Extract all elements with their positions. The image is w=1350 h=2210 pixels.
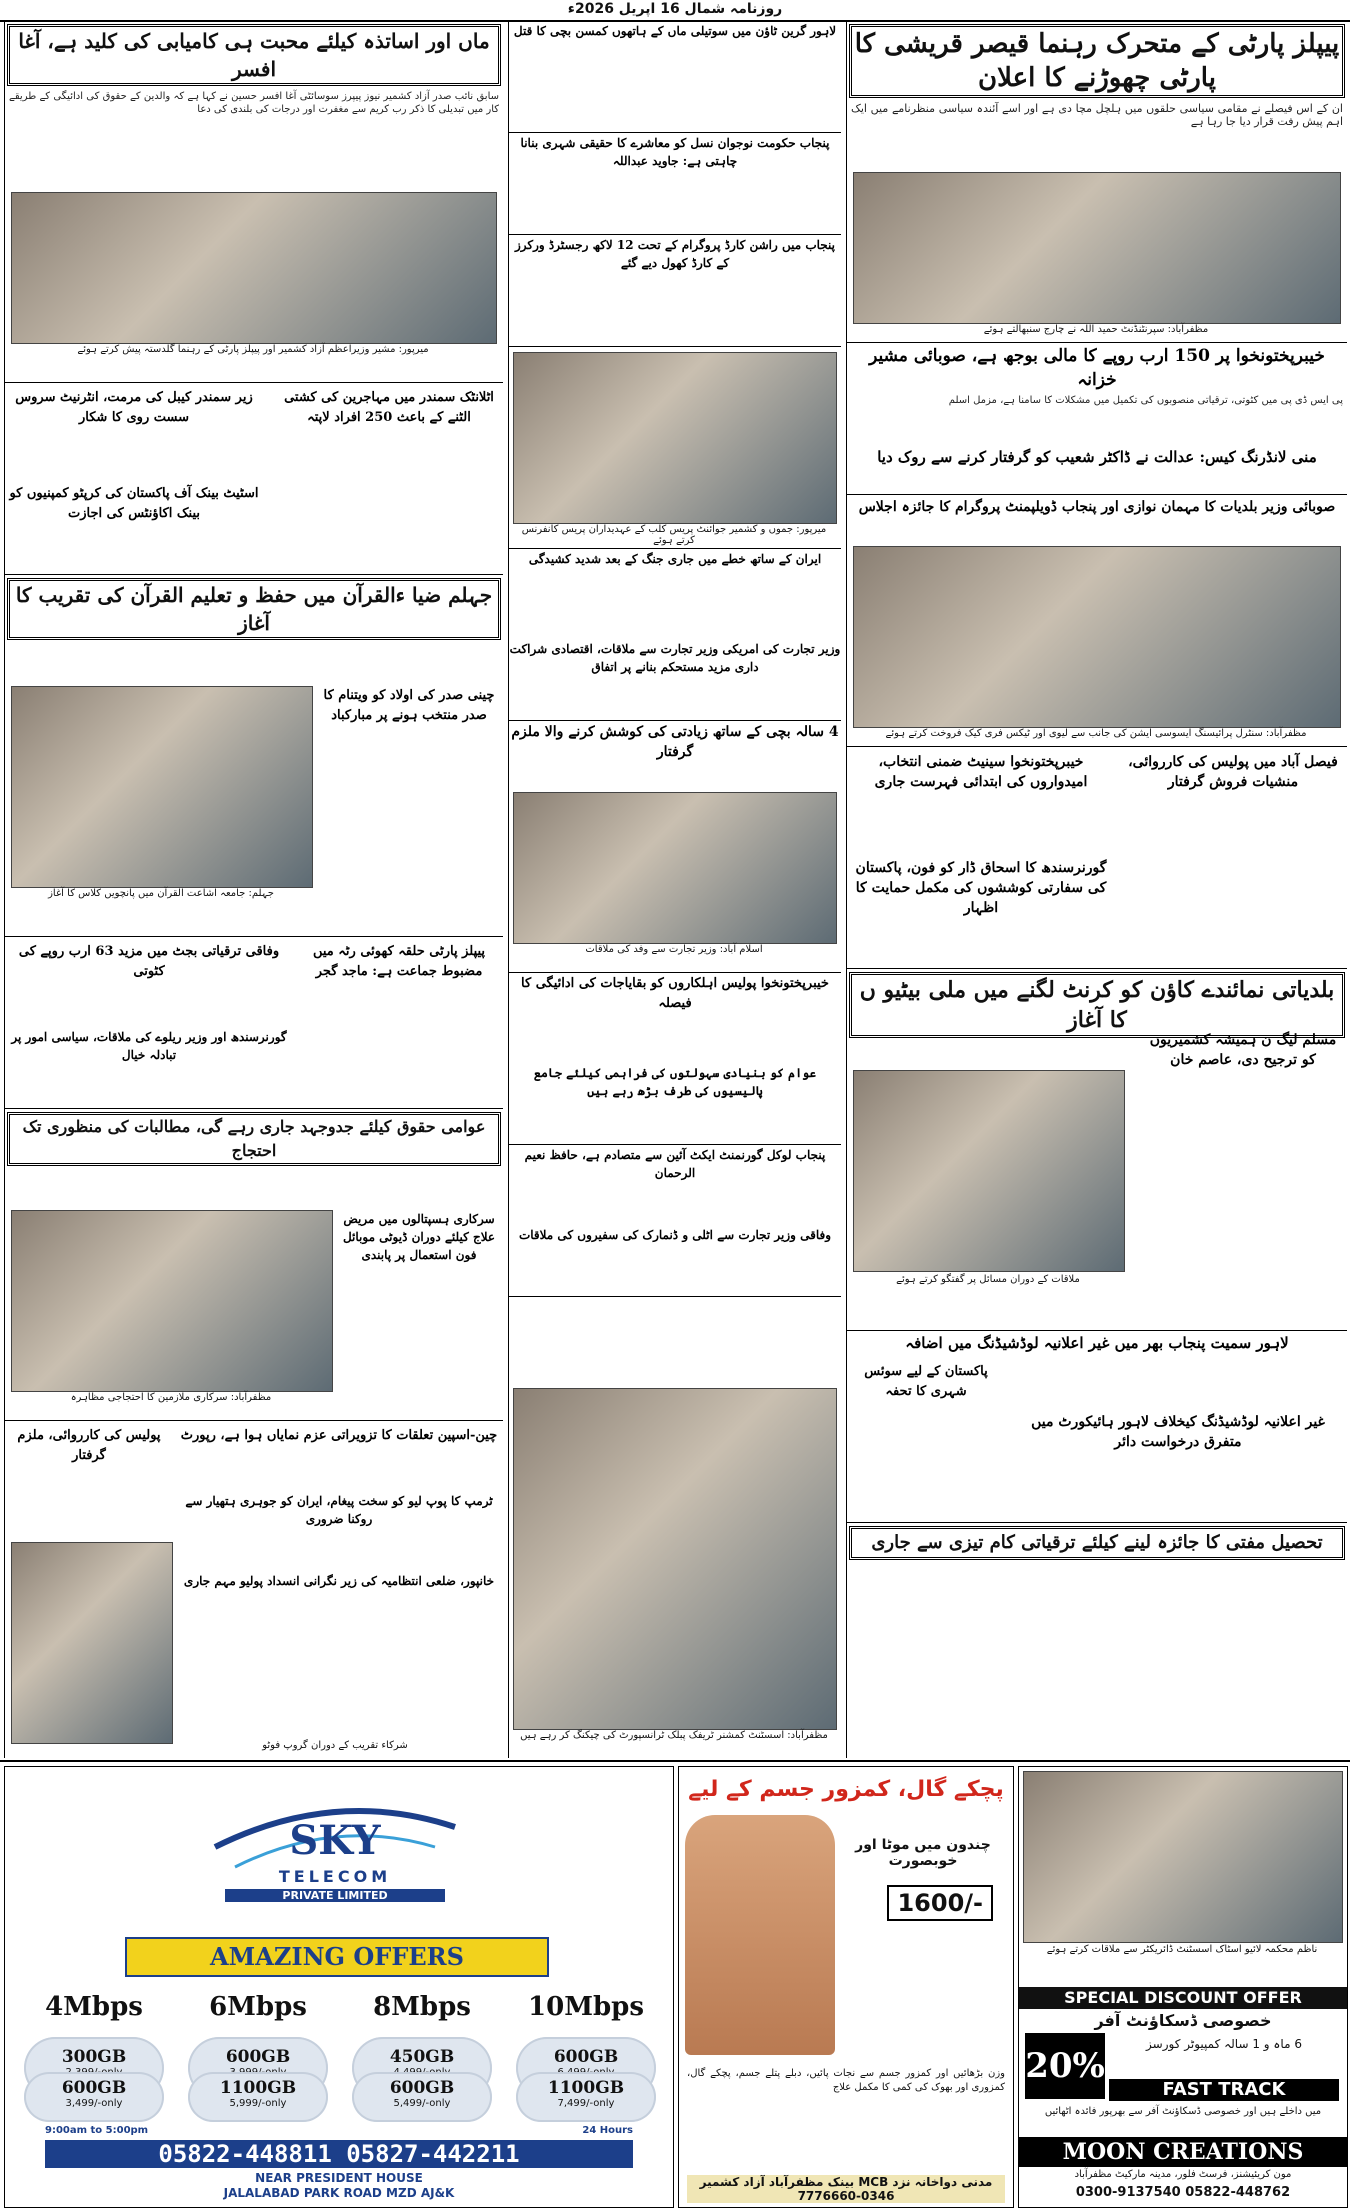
lead-photo xyxy=(853,172,1341,324)
medicine-ad xyxy=(678,1766,1014,2208)
mid-story4-headline: ایران کے ساتھ خطے میں جاری جنگ کے بعد شدید کشیدگی xyxy=(528,552,822,566)
moon-photo-caption: ناظم محکمہ لائیو اسٹاک اسسٹنٹ ڈائریکٹر سے ملاقات کرتے ہوئے xyxy=(1046,1944,1318,1955)
caption-3: ملاقات کے دوران مسائل پر گفتگو کرتے ہوئے xyxy=(853,1274,1123,1285)
package-speed: 4Mbps xyxy=(45,1992,143,2022)
plan-data: 600GB xyxy=(389,2078,455,2098)
fast-track-label: FAST TRACK xyxy=(1109,2079,1339,2101)
mid-story2-headline: پنجاب حکومت نوجوان نسل کو معاشرے کا حقیقی شہری بنانا چاہتی ہے: جاوید عبداللہ xyxy=(520,136,830,168)
lead-caption: مظفرآباد: سپرنٹنڈنٹ حمید اللہ نے چارج سنبھالتے ہوئے xyxy=(853,324,1339,335)
sky-address-line2: JALALABAD PARK ROAD MZD AJ&K xyxy=(223,2186,455,2200)
column-right xyxy=(846,22,1347,1758)
medicine-contact: مدنی دواخانہ نزد MCB بینک مظفرآباد آزاد کشمیر 0346-7776660 xyxy=(687,2175,1005,2203)
model-figure xyxy=(685,1815,835,2055)
left-story15-headline: خانپور، ضلعی انتظامیہ کی زیر نگرانی انسداد پولیو مہم جاری xyxy=(183,1574,495,1588)
story7-headline: گورنرسندھ کا اسحاق ڈار کو فون، پاکستان کی سفارتی کوششوں کی مکمل حمایت کا اظہار xyxy=(855,860,1107,916)
left-story14-headline: ٹرمپ کا پوپ لیو کو سخت پیغام، ایران کو جوہری ہتھیار سے روکنا ضروری xyxy=(185,1494,493,1526)
left-caption-1: میرپور: مشیر وزیراعظم آزاد کشمیر اور پیپلز پارٹی کے رہنما گلدستہ پیش کرتے ہوئے xyxy=(11,344,495,355)
moon-phone: 0300-9137540 05822-448762 xyxy=(1075,2185,1291,2200)
plan-price: 7,499/-only xyxy=(557,2098,615,2109)
left-story9-headline: گورنرسندھ اور وزیر ریلوے کی ملاقات، سیاسی امور پر تبادلہ خیال xyxy=(11,1030,287,1062)
sky-hours xyxy=(45,2125,633,2139)
mid-story5-headline: وزیر تجارت کی امریکی وزیر تجارت سے ملاقات، اقتصادی شراکت داری مزید مستحکم بنانے پر اتفاق xyxy=(509,642,841,674)
package-speed: 6Mbps xyxy=(209,1992,307,2022)
hours-office: 9:00am to 5:00pm xyxy=(45,2125,149,2136)
left-story5-photo xyxy=(11,686,313,888)
sky-address xyxy=(5,2171,673,2201)
plan-data: 450GB xyxy=(389,2047,455,2067)
column-left xyxy=(4,22,503,1758)
sky-address-line1: NEAR PRESIDENT HOUSE xyxy=(255,2171,423,2185)
medicine-title: پچکے گال، کمزور جسم کے لیے xyxy=(688,1777,1004,1802)
mid-story6-headline: 4 سالہ بچی کے ساتھ زیادتی کی کوشش کرنے والا ملزم گرفتار xyxy=(511,724,839,760)
plan-cloud xyxy=(516,2072,656,2122)
plan-data: 300GB xyxy=(61,2047,127,2067)
advertisements xyxy=(0,1760,1350,2210)
left-story2-headline: زیر سمندر کیبل کی مرمت، انٹرنیٹ سروس سست روی کا شکار xyxy=(15,390,253,425)
left-story8-headline: وفاقی ترقیاتی بجٹ میں مزید 63 ارب روپے کی کٹوتی xyxy=(18,944,280,979)
protest-photo xyxy=(11,1210,333,1392)
left-story1-headline: ماں اور اساتذہ کیلئے محبت ہی کامیابی کی کلید ہے، آغا افسر xyxy=(7,24,501,86)
story2-text: پی ایس ڈی پی میں کٹوتی، ترقیاتی منصوبوں کی تکمیل میں مشکلات کا سامنا ہے، مزمل اسلم xyxy=(948,395,1343,406)
press-club-photo xyxy=(513,352,837,524)
moon-creations-brand: MOON CREATIONS xyxy=(1019,2137,1347,2167)
story12-headline: پاکستان کے لیے سوئس شہری کا تحفہ xyxy=(864,1364,988,1399)
story5-headline: فیصل آباد میں پولیس کی کارروائی، منشیات فروش گرفتار xyxy=(1128,754,1338,790)
left-story3-headline: اٹلانٹک سمندر میں مہاجرین کی کشتی الٹنے کے باعث 250 افراد لاپتہ xyxy=(284,390,494,425)
story13-headline: تحصیل مفتی کا جائزہ لینے کیلئے ترقیاتی کام تیزی سے جاری xyxy=(849,1526,1345,1560)
amazing-offers-banner: AMAZING OFFERS xyxy=(125,1937,549,1977)
plan-cloud xyxy=(188,2072,328,2122)
story6-headline: خیبرپختونخوا سینیٹ ضمنی انتخاب، امیدواروں کی ابتدائی فہرست جاری xyxy=(874,754,1088,790)
left-story1-text: سابق نائب صدر آزاد کشمیر نیوز پیپرز سوسائٹی آغا افسر حسین نے کہا ہے کہ والدین کے حقوق کی ادائیگی کے طریقے کار میں تبدیلی کا ذکر رب کریم سے مغفرت اور درجات کی بلندی کی دعا xyxy=(9,91,499,115)
plan-price: 5,999/-only xyxy=(229,2098,287,2109)
package-speed: 10Mbps xyxy=(528,1992,644,2022)
story10-headline: لاہور سمیت پنجاب بھر میں غیر اعلانیہ لوڈشیڈنگ میں اضافہ xyxy=(905,1334,1289,1352)
special-discount-urdu: خصوصی ڈسکاؤنٹ آفر xyxy=(1094,2011,1272,2030)
story4-photo xyxy=(853,546,1341,728)
story3-headline: منی لانڈرنگ کیس: عدالت نے ڈاکٹر شعیب کو گرفتار کرنے سے روک دیا xyxy=(877,448,1317,466)
sky-telecom-ad xyxy=(4,1766,674,2208)
sky-brand-sub2: PRIVATE LIMITED xyxy=(225,1889,445,1902)
mid-story9-headline: پنجاب لوکل گورنمنٹ ایکٹ آئین سے متصادم ہے، حافظ نعیم الرحمان xyxy=(524,1148,826,1180)
plan-cloud xyxy=(352,2072,492,2122)
plan-cloud xyxy=(24,2072,164,2122)
plan-data: 1100GB xyxy=(219,2078,297,2098)
mid-story8-headline: عوام کو بنیادی سہولتوں کی فراہمی کیلئے جامع پالیسیوں کی طرف بڑھ رہے ہیں xyxy=(533,1066,817,1098)
special-discount-banner: SPECIAL DISCOUNT OFFER xyxy=(1019,1987,1347,2009)
transport-check-photo xyxy=(513,1388,837,1730)
course-offer: 6 ماہ و 1 سالہ کمپیوٹر کورسز xyxy=(1146,2037,1302,2051)
caption-2: مظفرآباد: سنٹرل پرائیسنگ ایسوسی ایشن کی جانب سے لیوی اور ٹیکس فری کیک فروخت کرتے ہوئے xyxy=(853,728,1339,739)
moon-info: میں داخلے ہیں اور خصوصی ڈسکاؤنٹ آفر سے بھرپور فائدہ اٹھائیں xyxy=(1044,2106,1322,2117)
commerce-meeting-photo xyxy=(513,792,837,944)
plan-data: 600GB xyxy=(225,2047,291,2067)
left-story11-headline: سرکاری ہسپتالوں میں مریض علاج کیلئے دوران ڈیوٹی موبائل فون استعمال پر پابندی xyxy=(342,1212,496,1262)
left-story4-headline: اسٹیٹ بینک آف پاکستان کی کرپٹو کمپنیوں کو بینک اکاؤنٹس کی اجازت xyxy=(9,486,259,521)
moon-address: مون کریئیشنز، فرسٹ فلور، مدینہ مارکیٹ مظفرآباد xyxy=(1074,2169,1292,2180)
story9-headline: مسلم لیگ ن ہمیشہ کشمیریوں کو ترجیح دی، عاصم خان xyxy=(1149,1032,1337,1068)
sky-brand-sub: TELECOM xyxy=(278,1867,392,1886)
medicine-description: وزن بڑھائیں اور کمزور جسم سے نجات پائیں، دبلے پتلے جسم، پچکے گال، کمزوری اور بھوک کی کمی کا مکمل علاج xyxy=(687,2068,1005,2093)
plan-data: 1100GB xyxy=(547,2078,625,2098)
column-middle xyxy=(508,22,841,1758)
medicine-tagline: چندون میں موٹا اور خوبصورت xyxy=(855,1837,991,1869)
lead-headline: پیپلز پارٹی کے متحرک رہنما قیصر قریشی کا پارٹی چھوڑنے کا اعلان xyxy=(849,24,1345,98)
story2-headline: خیبرپختونخوا پر 150 ارب روپے کا مالی بوجھ ہے، صوبائی مشیر خزانہ xyxy=(869,346,1325,390)
masthead: روزنامہ شمال 16 اپریل 2026ء xyxy=(0,0,1350,22)
lead-text: ان کے اس فیصلے نے مقامی سیاسی حلقوں میں ہلچل مچا دی ہے اور اسے آئندہ سیاسی منظرنامے میں ایک اہم پیش رفت قرار دیا جا رہا ہے xyxy=(851,102,1343,128)
moon-creations-ad xyxy=(1018,1766,1348,2208)
plan-price: 3,499/-only xyxy=(65,2098,123,2109)
hours-support: 24 Hours xyxy=(582,2125,633,2136)
medicine-price: 1600/- xyxy=(887,1885,993,1921)
mid-caption-2: اسلام آباد: وزیر تجارت سے وفد کی ملاقات xyxy=(513,944,835,955)
group-photo xyxy=(11,1542,173,1744)
plan-data: 600GB xyxy=(553,2047,619,2067)
mid-caption-1: میرپور: جموں و کشمیر جوائنٹ پریس کلب کے عہدیداران پریس کانفرنس کرتے ہوئے xyxy=(513,524,835,546)
left-caption-3: مظفرآباد: سرکاری ملازمین کا احتجاجی مظاہرہ xyxy=(11,1392,331,1403)
mid-story10-headline: وفاقی وزیر تجارت سے اٹلی و ڈنمارک کی سفیروں کی ملاقات xyxy=(518,1228,832,1242)
mid-caption-3: مظفرآباد: اسسٹنٹ کمشنر ٹریفک پبلک ٹرانسپورٹ کی چیکنگ کر رہے ہیں xyxy=(513,1730,835,1741)
sky-phone-numbers: 05822-448811 05827-442211 xyxy=(45,2140,633,2168)
story9-photo xyxy=(853,1070,1125,1272)
story11-headline: غیر اعلانیہ لوڈشیڈنگ کیخلاف لاہور ہائیکورٹ میں متفرق درخواست دائر xyxy=(1031,1414,1325,1450)
left-story1-photo xyxy=(11,192,497,344)
left-caption-4: شرکاء تقریب کے دوران گروپ فوٹو xyxy=(175,1740,495,1751)
story4-headline: صوبائی وزیر بلدیات کا مہمان نوازی اور پنجاب ڈویلپمنٹ پروگرام کا جائزہ اجلاس xyxy=(858,499,1336,515)
plan-data: 600GB xyxy=(61,2078,127,2098)
left-story10-headline: عوامی حقوق کیلئے جدوجہد جاری رہے گی، مطالبات کی منظوری تک احتجاج xyxy=(7,1112,501,1166)
left-story5-headline: جہلم ضیا ءالقرآن میں حفظ و تعلیم القرآن کی تقریب کا آغاز xyxy=(7,578,501,640)
left-story7-headline: پیپلز پارٹی حلقہ کھوئی رٹہ میں مضبوط جماعت ہے: ماجد گجر xyxy=(312,944,486,979)
mid-story7-headline: خیبرپختونخوا پولیس اہلکاروں کو بقایاجات کی ادائیگی کا فیصلہ xyxy=(521,976,829,1011)
left-story13-headline: چین-اسپین تعلقات کا تزویراتی عزم نمایاں ہوا ہے، رپورٹ xyxy=(180,1428,498,1443)
office-meeting-photo xyxy=(1023,1771,1343,1943)
story8-headline: بلدیاتی نمائندے کاؤن کو کرنٹ لگنے میں ملی بیٹیو ں کا آغاز xyxy=(849,972,1345,1038)
mid-story3-headline: پنجاب میں راشن کارڈ پروگرام کے تحت 12 لاکھ رجسٹرڈ ورکرز کے کارڈ کھول دیے گئے xyxy=(515,238,835,270)
discount-percent: 20% xyxy=(1025,2033,1105,2099)
left-story6-headline: چینی صدر کی اولاد کو ویتنام کا صدر منتخب ہونے پر مبارکباد xyxy=(323,688,495,723)
package-speed: 8Mbps xyxy=(373,1992,471,2022)
left-caption-2: جہلم: جامعہ اشاعت القرآن میں پانچویں کلاس کا آغاز xyxy=(11,888,311,899)
sky-brand: SKY xyxy=(289,1817,381,1864)
left-story12-headline: پولیس کی کارروائی، ملزم گرفتار xyxy=(17,1428,161,1463)
mid-story1-headline: لاہور گرین ٹاؤن میں سوتیلی ماں کے ہاتھوں کمسن بچی کا قتل xyxy=(513,24,837,38)
plan-price: 5,499/-only xyxy=(393,2098,451,2109)
